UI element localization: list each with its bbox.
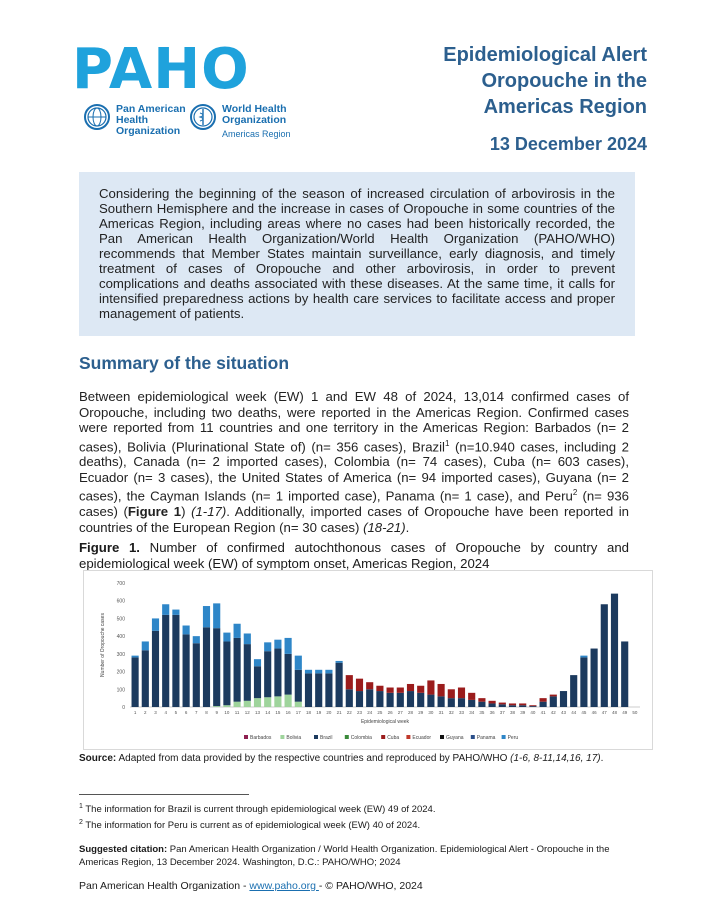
bar-peru-w17 — [295, 656, 302, 670]
page-footer: Pan American Health Organization - www.paho.org - © PAHO/WHO, 2024 — [79, 880, 423, 892]
x-tick-label: 45 — [581, 710, 587, 715]
bar-peru-w6 — [183, 626, 190, 635]
paho-website-link[interactable]: www.paho.org — [249, 880, 319, 892]
x-tick-label: 39 — [520, 710, 526, 715]
x-tick-label: 19 — [316, 710, 322, 715]
x-tick-label: 50 — [632, 710, 638, 715]
bar-peru-w9 — [213, 603, 220, 628]
x-tick-label: 34 — [469, 710, 475, 715]
bar-brazil-w12 — [244, 644, 251, 701]
bar-cuba-w31 — [438, 684, 445, 696]
footnotes — [79, 801, 639, 832]
bar-peru-w7 — [193, 636, 200, 643]
bar-bolivia-w9 — [213, 706, 220, 707]
x-tick-label: 7 — [195, 710, 198, 715]
bar-brazil-w35 — [478, 702, 485, 707]
bar-peru-w14 — [264, 642, 271, 651]
bar-brazil-w30 — [427, 695, 434, 707]
x-tick-label: 28 — [407, 710, 414, 715]
chart-frame — [83, 570, 653, 750]
intro-box: Considering the beginning of the season of increased circulation of arbovirosis in the Southern Hemisphere and the increase in cases of Oropouche in some countries of the Americas Region, including areas where no cases had been historically recorded, the Pan American Health Organization/World Health Organization (PAHO/WHO) recommends that Member States maintain surveillance, early diagnosis, and timely treatment of cases of Oropouche and other arbovirosis, in order to prevent complications and deaths associated with these diseases. At the same time, it calls for intensified preparedness actions by health care services to facilitate access and proper management of patients. — [79, 172, 635, 336]
legend-label-guyana: Guyana — [446, 735, 464, 741]
x-tick-label: 29 — [418, 710, 424, 715]
x-tick-label: 40 — [530, 710, 536, 715]
x-tick-label: 20 — [326, 710, 332, 715]
bar-bolivia-w17 — [295, 702, 302, 707]
x-tick-label: 47 — [601, 710, 607, 715]
x-tick-label: 3 — [154, 710, 157, 715]
bar-brazil-w10 — [223, 641, 230, 705]
legend-swatch-peru — [502, 735, 506, 739]
bar-bolivia-w10 — [223, 705, 230, 707]
footnote-1: $^1$ The information for Brazil is current through epidemiological week (EW) 49 of 2024. — [79, 803, 436, 816]
bar-cuba-w29 — [417, 686, 424, 693]
bar-brazil-w48 — [611, 594, 618, 707]
bar-brazil-w26 — [387, 693, 394, 707]
bar-cuba-w30 — [427, 680, 434, 694]
bar-peru-w12 — [244, 633, 251, 644]
legend-label-peru: Peru — [507, 735, 519, 741]
bar-peru-w4 — [162, 604, 169, 615]
oropouche-chart — [84, 571, 652, 749]
footnote-ref[interactable]: 1 — [445, 438, 450, 448]
bar-brazil-w3 — [152, 631, 159, 707]
bar-bolivia-w11 — [234, 702, 241, 707]
bar-cuba-w26 — [387, 688, 394, 693]
x-tick-label: 25 — [377, 710, 383, 715]
bar-cuba-w38 — [509, 703, 516, 705]
legend-label-colombia: Colombia — [350, 735, 372, 741]
x-tick-label: 1 — [133, 710, 137, 715]
bar-brazil-w11 — [234, 638, 241, 702]
bar-brazil-w23 — [356, 691, 363, 707]
footnote-divider — [79, 794, 249, 795]
bar-brazil-w25 — [376, 691, 383, 707]
alert-date: 13 December 2024 — [489, 134, 647, 154]
bar-brazil-w15 — [274, 649, 281, 697]
x-tick-label: 42 — [550, 710, 556, 715]
y-tick-label: 300 — [116, 651, 125, 658]
bar-peru-w21 — [336, 661, 343, 663]
legend-label-bolivia: Bolivia — [286, 735, 302, 741]
paho-logo: PAHO — [72, 37, 250, 102]
x-tick-label: 10 — [224, 710, 230, 715]
bar-bolivia-w13 — [254, 698, 261, 707]
bar-peru-w13 — [254, 659, 261, 666]
bar-brazil-w27 — [397, 693, 404, 707]
bar-cuba-w27 — [397, 688, 404, 693]
alert-title: Epidemiological Alert Oropouche in the Americas Region — [443, 44, 647, 118]
legend-swatch-colombia — [345, 735, 349, 739]
bar-brazil-w9 — [213, 628, 220, 706]
y-tick-label: 400 — [116, 634, 125, 641]
bar-brazil-w18 — [305, 673, 312, 707]
footnote-ref[interactable]: 2 — [572, 488, 578, 498]
x-tick-label: 27 — [397, 710, 403, 715]
bar-cuba-w24 — [366, 682, 373, 689]
x-tick-label: 32 — [448, 710, 454, 715]
bar-brazil-w34 — [468, 700, 475, 707]
bar-brazil-w45 — [580, 657, 587, 707]
bar-cuba-w32 — [448, 689, 455, 698]
x-tick-label: 41 — [540, 710, 546, 715]
bar-peru-w2 — [142, 641, 149, 650]
bar-brazil-w42 — [550, 696, 557, 707]
legend-swatch-brazil — [314, 735, 318, 739]
bar-peru-w10 — [223, 633, 230, 642]
bar-brazil-w29 — [417, 693, 424, 707]
legend-label-cuba: Cuba — [387, 735, 400, 741]
paho-org-name: Pan American Health Organization — [116, 103, 186, 137]
footnote-2: $^2$ The information for Peru is current as of epidemiological week (EW) 40 of 2024. — [79, 818, 421, 831]
x-tick-label: 13 — [254, 710, 261, 715]
figure-source: Source: Adapted from data provided by the respective countries and reproduced by PAHO/WHO (1-6, 8-11,14,16, 17). — [79, 753, 604, 764]
bar-cuba-w35 — [478, 698, 485, 702]
bar-peru-w18 — [305, 670, 312, 674]
bar-peru-w8 — [203, 606, 210, 627]
x-tick-label: 36 — [489, 710, 495, 715]
x-tick-label: 8 — [205, 710, 208, 715]
bar-brazil-w19 — [315, 673, 322, 707]
bar-cuba-w37 — [499, 703, 506, 705]
who-emblem-icon — [190, 104, 216, 130]
bar-peru-w19 — [315, 670, 322, 674]
legend-swatch-cuba — [381, 735, 385, 739]
bar-peru-w1 — [132, 656, 139, 658]
bar-peru-w5 — [172, 610, 179, 615]
legend-label-ecuador: Ecuador — [412, 735, 432, 741]
reference-list: (1-17) — [191, 504, 227, 520]
bar-brazil-w44 — [570, 675, 577, 707]
x-tick-label: 2 — [144, 710, 147, 715]
x-tick-label: 33 — [458, 710, 465, 715]
bar-brazil-w46 — [591, 649, 598, 707]
x-tick-label: 49 — [622, 710, 628, 715]
x-tick-label: 18 — [305, 710, 312, 715]
bar-cuba-w28 — [407, 684, 414, 691]
x-tick-label: 4 — [164, 710, 167, 715]
bar-brazil-w32 — [448, 698, 455, 707]
x-tick-label: 22 — [346, 710, 352, 715]
bar-brazil-w6 — [183, 634, 190, 707]
bar-cuba-w42 — [550, 695, 557, 697]
y-axis-label: Number of Oropouche cases — [100, 613, 106, 677]
x-tick-label: 26 — [387, 710, 393, 715]
bar-brazil-w2 — [142, 650, 149, 707]
bar-brazil-w16 — [285, 654, 292, 695]
legend-swatch-ecuador — [406, 735, 410, 739]
bar-brazil-w8 — [203, 627, 210, 707]
bar-cuba-w22 — [346, 675, 353, 689]
reference-list: (18-21) — [363, 519, 406, 535]
x-tick-label: 16 — [285, 710, 291, 715]
x-tick-label: 23 — [356, 710, 363, 715]
bar-brazil-w7 — [193, 643, 200, 707]
bar-brazil-w28 — [407, 691, 414, 707]
x-axis-label: Epidemiological week — [360, 719, 410, 725]
x-tick-label: 9 — [215, 710, 218, 715]
legend-label-panama: Panama — [476, 735, 496, 741]
x-tick-label: 37 — [499, 710, 505, 715]
bar-brazil-w36 — [489, 703, 496, 707]
summary-heading: Summary of the situation — [79, 353, 290, 373]
bar-bolivia-w14 — [264, 697, 271, 707]
legend-label-barbados: Barbados — [250, 735, 272, 741]
bar-bolivia-w15 — [274, 696, 281, 707]
bar-brazil-w13 — [254, 666, 261, 698]
paho-globe-icon — [84, 104, 110, 130]
suggested-citation: Suggested citation: Pan American Health Organization / World Health Organization. Epidemiological Alert - Oropouche in the Americas Region, 13 December 2024. Washington, D.C.: PAHO/WHO; 2024 — [79, 844, 610, 868]
bar-brazil-w43 — [560, 691, 567, 707]
legend-swatch-bolivia — [280, 735, 284, 739]
bar-brazil-w31 — [438, 696, 445, 707]
x-tick-label: 24 — [367, 710, 373, 715]
bar-peru-w11 — [234, 624, 241, 638]
legend-label-brazil: Brazil — [320, 735, 333, 741]
y-tick-label: 600 — [116, 598, 125, 605]
bar-bolivia-w12 — [244, 701, 251, 707]
x-tick-label: 35 — [479, 710, 485, 715]
x-tick-label: 12 — [244, 710, 250, 715]
x-tick-label: 11 — [234, 710, 240, 715]
bar-peru-w3 — [152, 618, 159, 630]
bar-peru-w20 — [325, 670, 332, 674]
figure-ref: Figure 1 — [127, 504, 182, 520]
bar-brazil-w24 — [366, 689, 373, 707]
x-tick-label: 14 — [265, 710, 271, 715]
bar-bolivia-w16 — [285, 695, 292, 707]
bar-brazil-w22 — [346, 689, 353, 707]
bar-cuba-w36 — [489, 701, 496, 704]
bar-brazil-w17 — [295, 670, 302, 702]
bar-cuba-w41 — [540, 698, 547, 702]
bar-brazil-w39 — [519, 705, 526, 707]
bar-brazil-w41 — [540, 702, 547, 707]
y-tick-label: 700 — [116, 581, 125, 587]
x-tick-label: 6 — [184, 710, 188, 715]
bar-brazil-w14 — [264, 651, 271, 697]
bar-peru-w16 — [285, 638, 292, 654]
bar-brazil-w20 — [325, 673, 332, 707]
x-tick-label: 21 — [336, 710, 342, 715]
bar-cuba-w34 — [468, 693, 475, 700]
bar-brazil-w21 — [336, 663, 343, 707]
bar-cuba-w39 — [519, 703, 526, 705]
x-tick-label: 15 — [275, 710, 281, 715]
x-tick-label: 5 — [174, 710, 178, 715]
figure-label: Figure 1. — [79, 540, 140, 555]
bar-brazil-w4 — [162, 615, 169, 707]
legend-swatch-barbados — [244, 735, 248, 739]
y-tick-label: 0 — [122, 705, 125, 711]
bar-brazil-w33 — [458, 698, 465, 707]
bar-cuba-w40 — [529, 705, 536, 706]
who-org-name: World Health Organization Americas Region — [222, 103, 291, 139]
bar-brazil-w5 — [172, 615, 179, 707]
bar-peru-w15 — [274, 640, 281, 649]
y-tick-label: 100 — [116, 687, 125, 694]
summary-paragraph: Between epidemiological week (EW) 1 and EW 48 of 2024, 13,014 confirmed cases of Oropouche, including two deaths, were reported in the Americas Region. Confirmed cases were reported from 11 countries and one territory in the Americas Region: Barbados (n= 2 cases), Bolivia (Plurinational State of) (n= 356 cases), Brazil$^1$ (n=10.940 cases, including 2 deaths), Canada (n= 2 imported cases), Colombia (n= 74 cases), Cuba (n= 603 cases), Ecuador (n= 3 cases), the United States of America (n= 94 imported cases), Guyana (n= 2 cases), the Cayman Islands (n= 1 imported case), Panama (n= 1 case), and Peru$^2$ (n= 936 cases) (Figure 1) (1-17). Additionally, imported cases of Oropouche have been reported in countries of the European Region (n= 30 cases) (18-21). — [79, 389, 630, 535]
bar-brazil-w47 — [601, 604, 608, 707]
bar-brazil-w1 — [132, 657, 139, 707]
x-tick-label: 38 — [509, 710, 516, 715]
y-tick-label: 200 — [116, 669, 125, 676]
x-tick-label: 46 — [591, 710, 597, 715]
bar-peru-w45 — [580, 656, 587, 658]
x-tick-label: 43 — [560, 710, 567, 715]
x-tick-label: 48 — [611, 710, 618, 715]
legend-swatch-guyana — [440, 735, 444, 739]
bar-cuba-w23 — [356, 679, 363, 691]
x-tick-label: 44 — [571, 710, 577, 715]
x-tick-label: 31 — [438, 710, 444, 715]
bar-cuba-w33 — [458, 688, 465, 699]
bar-cuba-w25 — [376, 686, 383, 691]
figure-caption: Figure 1. Number of confirmed autochthonous cases of Oropouche by country and epidemiological week (EW) of symptom onset, Americas Region, 2024 — [79, 540, 629, 571]
x-tick-label: 30 — [428, 710, 434, 715]
bar-brazil-w40 — [529, 706, 536, 707]
bar-brazil-w38 — [509, 705, 516, 707]
x-tick-label: 17 — [295, 710, 301, 715]
y-tick-label: 500 — [116, 616, 125, 623]
legend-swatch-panama — [471, 735, 475, 739]
bar-brazil-w49 — [621, 641, 628, 707]
bar-brazil-w37 — [499, 704, 506, 707]
